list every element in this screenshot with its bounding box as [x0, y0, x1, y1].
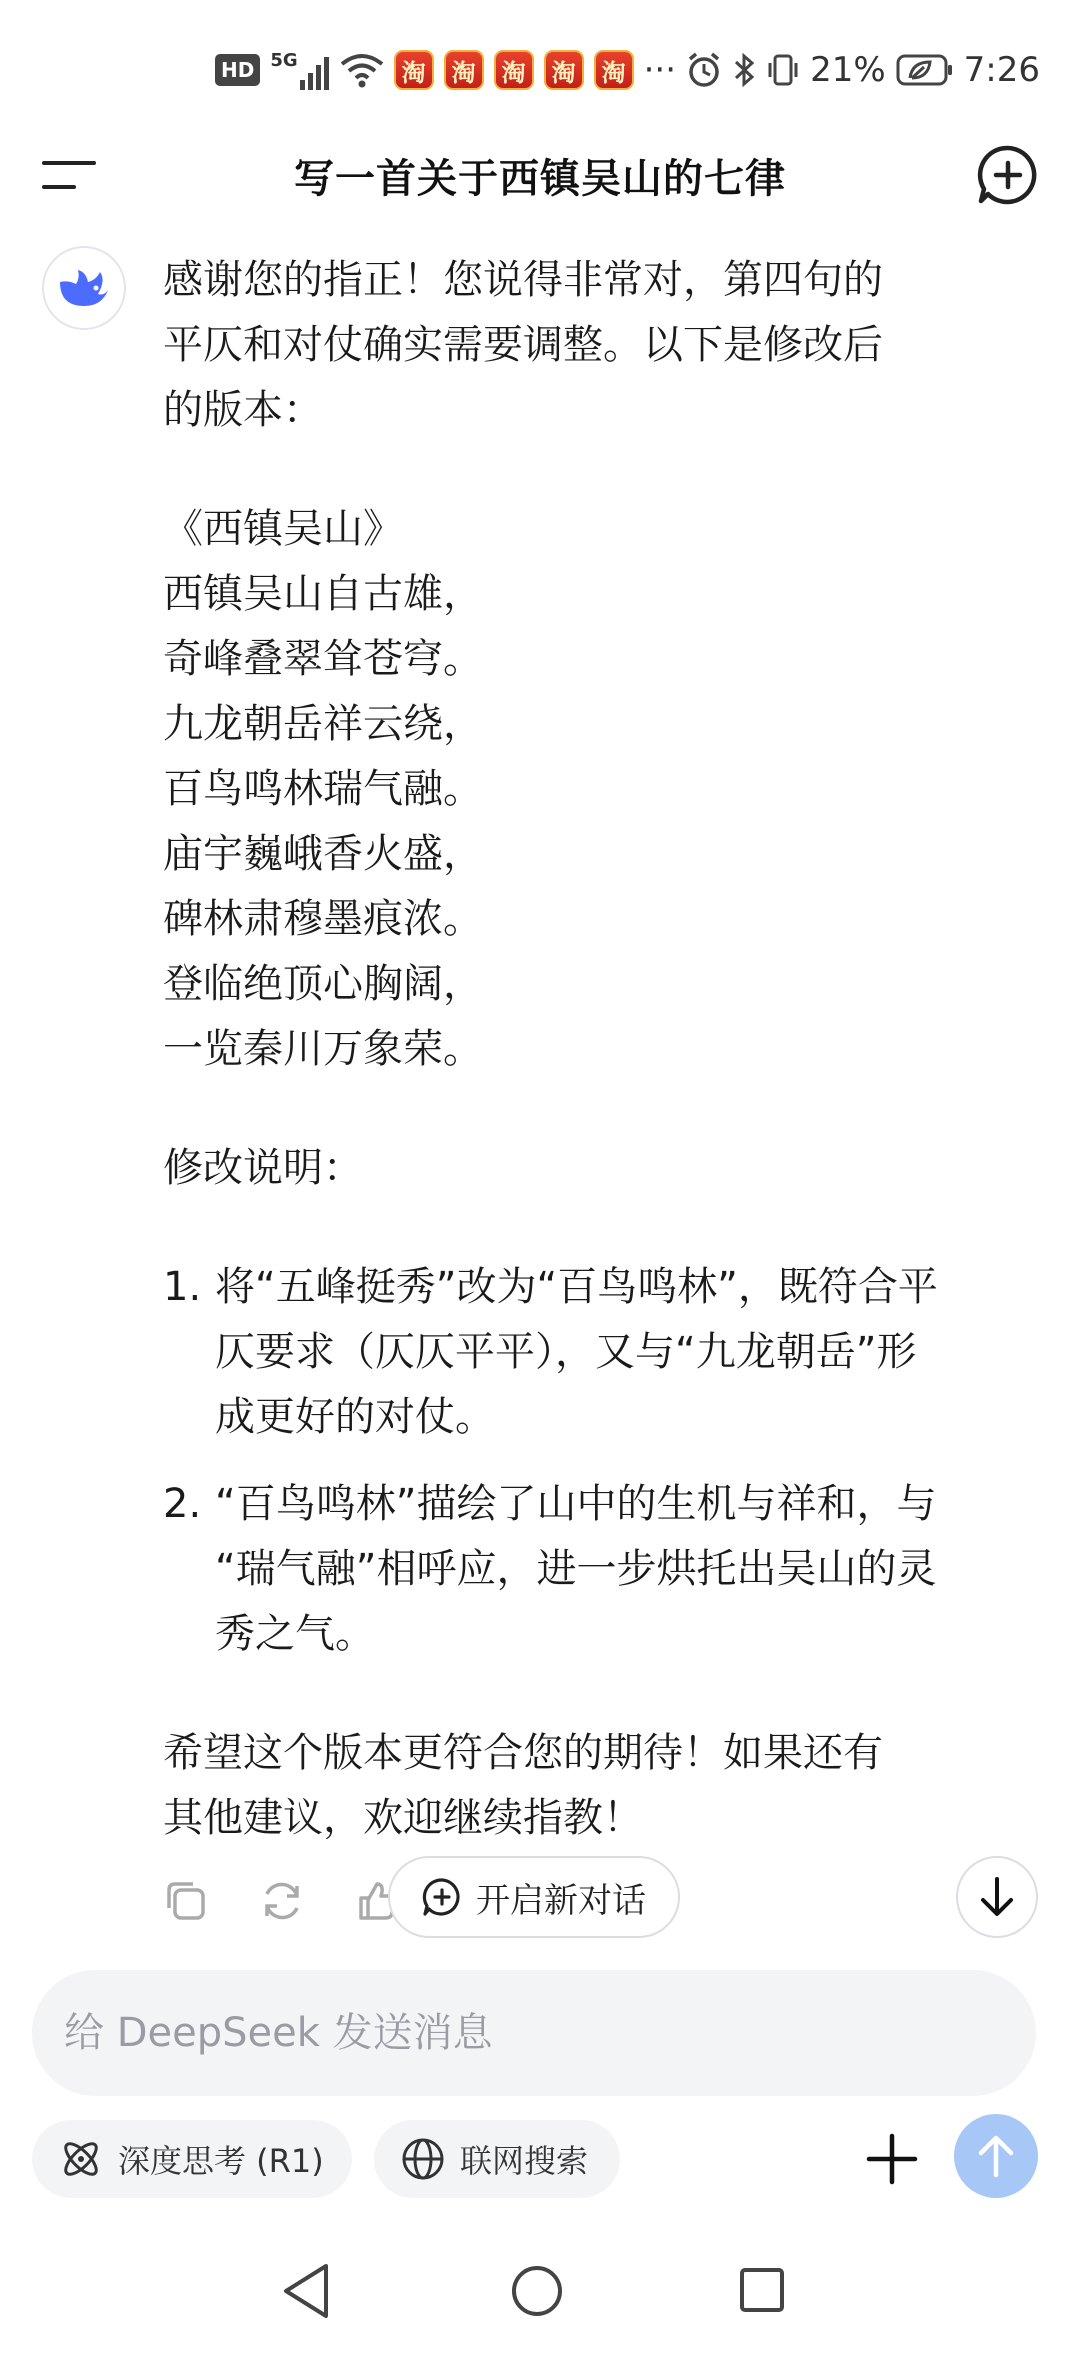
arrow-down-icon	[977, 1875, 1017, 1919]
poem-title: 《西镇吴山》	[163, 506, 403, 552]
message-input[interactable]	[32, 1970, 1036, 2096]
home-nav-icon[interactable]	[510, 2264, 564, 2318]
message-intro-line: 平仄和对仗确实需要调整。以下是修改后	[163, 322, 883, 368]
poem-line: 奇峰叠翠耸苍穹。	[163, 636, 483, 682]
more-notifications: ···	[643, 50, 677, 90]
taobao-notification-icon: 淘	[394, 50, 434, 90]
list-item	[163, 1472, 1043, 1667]
list-item-line: 秀之气。	[215, 1611, 375, 1657]
taobao-notification-icon: 淘	[594, 50, 634, 90]
globe-icon	[400, 2136, 446, 2182]
new-chat-icon	[422, 1877, 462, 1917]
regenerate-icon[interactable]	[259, 1878, 305, 1924]
bluetooth-icon	[732, 50, 756, 90]
hd-badge: HD	[215, 54, 260, 86]
list-item-line: 仄要求（仄仄平平），又与“九龙朝岳”形	[215, 1329, 917, 1375]
message-closing-line: 希望这个版本更符合您的期待！如果还有	[163, 1730, 883, 1776]
taobao-notification-icon: 淘	[544, 50, 584, 90]
plus-icon[interactable]	[866, 2133, 918, 2185]
list-number: 1.	[163, 1264, 202, 1310]
message-intro-line: 的版本：	[163, 387, 323, 433]
poem-line: 九龙朝岳祥云绕，	[163, 701, 483, 747]
new-dialog-label: 开启新对话	[476, 1880, 646, 1921]
alarm-icon	[686, 50, 722, 90]
poem-line: 西镇吴山自古雄，	[163, 571, 483, 617]
poem-line: 庙宇巍峨香火盛，	[163, 831, 483, 877]
send-button[interactable]	[954, 2114, 1038, 2198]
poem-line: 一览秦川万象荣。	[163, 1026, 483, 1072]
app-header	[0, 120, 1080, 230]
arrow-up-icon	[974, 2133, 1018, 2179]
status-bar	[0, 0, 1080, 140]
scroll-to-bottom-button[interactable]	[956, 1856, 1038, 1938]
web-search-toggle[interactable]	[374, 2120, 620, 2198]
new-dialog-button[interactable]	[388, 1856, 680, 1938]
copy-icon[interactable]	[163, 1878, 209, 1924]
list-item-line: 成更好的对仗。	[215, 1394, 495, 1440]
wifi-icon	[340, 50, 384, 90]
list-item-line: “瑞气融”相呼应，进一步烘托出吴山的灵	[215, 1546, 937, 1592]
new-chat-icon[interactable]	[976, 143, 1040, 207]
vibrate-icon	[766, 50, 800, 90]
deep-think-toggle[interactable]	[32, 2120, 352, 2198]
message-closing-line: 其他建议，欢迎继续指教！	[163, 1795, 643, 1841]
poem-line: 登临绝顶心胸阔，	[163, 961, 483, 1007]
deep-think-label: 深度思考 (R1)	[118, 2142, 324, 2180]
taobao-notification-icon: 淘	[494, 50, 534, 90]
network-type: 5G	[270, 50, 298, 71]
message-intro-line: 感谢您的指正！您说得非常对，第四句的	[163, 257, 883, 303]
clock: 7:26	[963, 50, 1040, 90]
atom-icon	[58, 2136, 104, 2182]
back-nav-icon[interactable]	[280, 2262, 332, 2320]
web-search-label: 联网搜索	[460, 2142, 589, 2180]
signal-icon	[270, 50, 329, 90]
list-item	[163, 1255, 1043, 1450]
list-item-line: “百鸟鸣林”描绘了山中的生机与祥和，与	[215, 1481, 937, 1527]
deepseek-avatar	[42, 246, 126, 330]
battery-saver-icon	[896, 50, 954, 90]
battery-percent: 21%	[810, 50, 886, 90]
page-title: 写一首关于西镇吴山的七律	[294, 155, 786, 202]
notes-heading: 修改说明：	[163, 1145, 363, 1191]
list-item-line: 将“五峰挺秀”改为“百鸟鸣林”，既符合平	[215, 1264, 938, 1310]
signal-bars-icon	[300, 56, 330, 90]
poem-line: 百鸟鸣林瑞气融。	[163, 766, 483, 812]
poem-line: 碑林肃穆墨痕浓。	[163, 896, 483, 942]
deepseek-whale-icon	[56, 266, 112, 310]
assistant-message	[163, 248, 1043, 1851]
message-actions	[163, 1868, 401, 1934]
menu-icon[interactable]	[42, 157, 98, 193]
list-number: 2.	[163, 1481, 202, 1527]
recent-apps-nav-icon[interactable]	[738, 2266, 786, 2314]
taobao-notification-icon: 淘	[444, 50, 484, 90]
